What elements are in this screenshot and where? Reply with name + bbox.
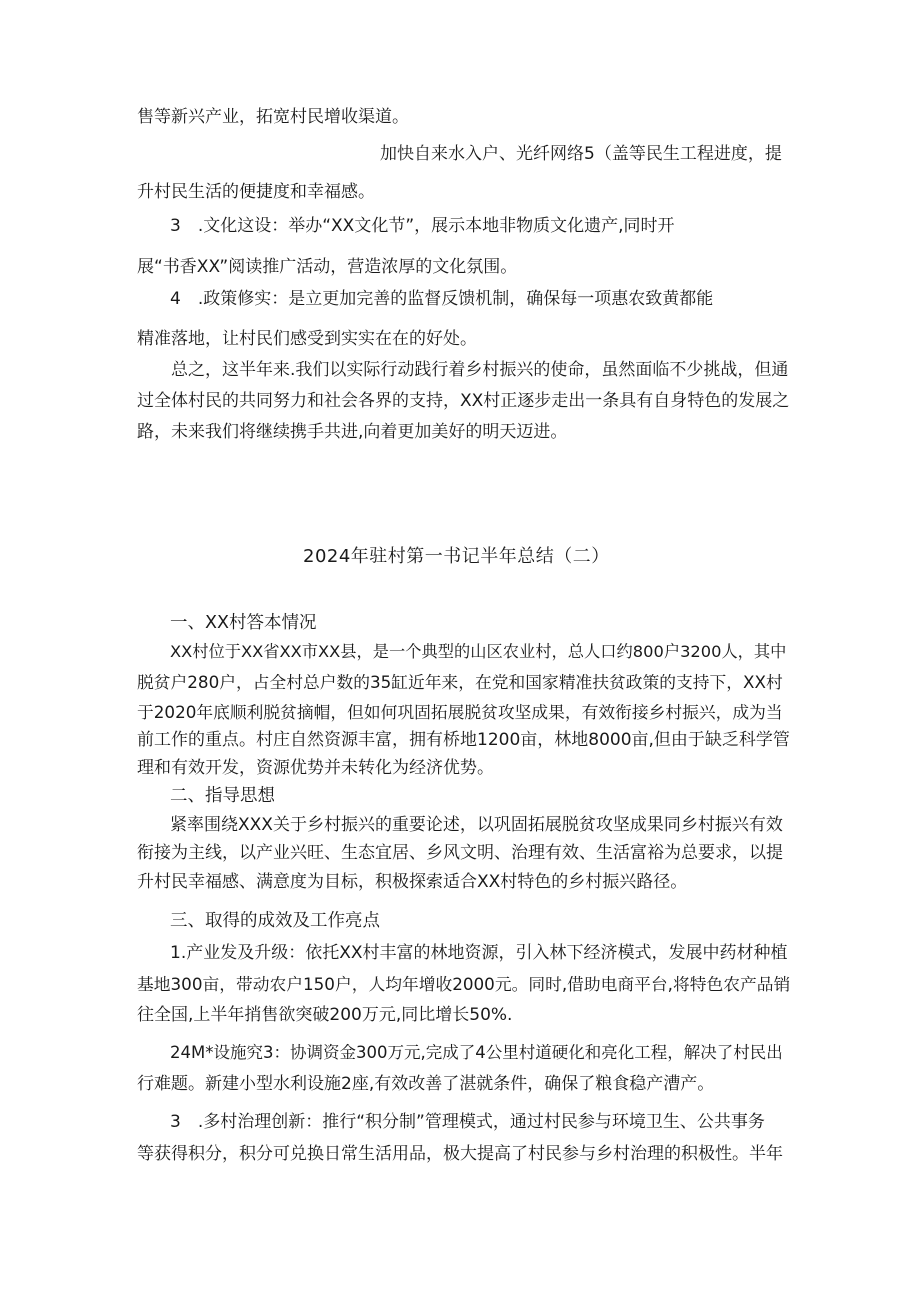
paragraph-line: 路，未来我们将继续携手共进,向着更加美好的明天迈进。 — [137, 422, 568, 442]
paragraph-line: 加快自来水入户、光纤网络5（盖等民生工程进度，提 — [380, 144, 782, 164]
paragraph-line: 3 .多村治理创新：推行“积分制”管理模式，通过村民参与环境卫生、公共事务 — [170, 1112, 765, 1132]
paragraph-line: 基地300亩，带动农户150户，人均年增收2000元。同时,借助电商平台,将特色农产品销 — [137, 974, 791, 994]
paragraph-line: 售等新兴产业，拓宽村民增收渠道。 — [137, 107, 409, 127]
paragraph-line: 精准落地，让村民们感受到实实在在的好处。 — [137, 329, 477, 349]
paragraph-line: 升村民幸福感、满意度为目标，积极探索适合XX村特色的乡村振兴路径。 — [137, 872, 688, 892]
paragraph-line: 理和有效开发，资源优势并未转化为经济优势。 — [137, 758, 494, 778]
paragraph-line: 等获得积分，积分可兑换日常生活用品，极大提高了村民参与乡村治理的积极性。半年 — [137, 1144, 783, 1164]
document-title: 2024年驻村第一书记半年总结（二） — [303, 546, 610, 567]
paragraph-line: 展“书香XX”阅读推广活动，营造浓厚的文化氛围。 — [137, 257, 518, 277]
section-heading: 二、指导思想 — [170, 786, 275, 806]
paragraph-line: 3 .文化这设：举办“XX文化节”，展示本地非物质文化遗产,同时开 — [170, 216, 675, 236]
paragraph-line: 往全国,上半年捎售欲突破200万元,同比增长50%. — [137, 1005, 513, 1025]
paragraph-line: 前工作的重点。村庄自然资源丰富，拥有桥地1200亩，林地8000亩,但由于缺乏科学管 — [137, 730, 790, 750]
paragraph-line: 总之，这半年来.我们以实际行动践行着乡村振兴的使命，虽然面临不少挑战，但通 — [171, 360, 789, 380]
paragraph-line: 衔接为主线，以产业兴旺、生态宜居、乡风文明、治理有效、生活富裕为总要求，以提 — [137, 843, 783, 863]
paragraph-line: 1.产业发及升级：依托XX村丰富的林地资源，引入林下经济模式，发展中药材种植 — [170, 943, 788, 963]
paragraph-line: 4 .政策修实：是立更加完善的监督反馈机制，确保每一项惠农致黄都能 — [170, 289, 714, 309]
paragraph-line: 于2020年底顺利脱贫摘帽，但如何巩固拓展脱贫攻坚成果，有效衔接乡村振兴，成为当 — [137, 702, 783, 722]
paragraph-line: 升村民生活的便捷度和幸福感。 — [137, 182, 375, 202]
paragraph-line: 行难题。新建小型水利设施2座,有效改善了湛就条件，确保了粮食稳产漕产。 — [137, 1074, 715, 1094]
paragraph-line: 24M*设施究3：协调资金300万元,完成了4公里村道硬化和亮化工程，解决了村民出 — [170, 1043, 783, 1062]
paragraph-line: 紧率围绕XXX关于乡村振兴的重要论述，以巩固拓展脱贫攻坚成果同乡村振兴有效 — [170, 815, 783, 835]
section-heading: 一、XX村答本情况 — [170, 613, 317, 633]
paragraph-line: 脱贫户280户，占全村总户数的35缸近年来，在党和国家精准扶贫政策的支持下，XX村 — [137, 672, 783, 692]
section-heading: 三、取得的成效及工作亮点 — [170, 911, 380, 931]
paragraph-line: XX村位于XX省XX市XX县，是一个典型的山区农业村，总人口约800户3200人，其中 — [170, 642, 787, 661]
paragraph-line: 过全体村民的共同努力和社会各界的支持，XX村正逐步走出一条具有自身特色的发展之 — [137, 391, 790, 411]
